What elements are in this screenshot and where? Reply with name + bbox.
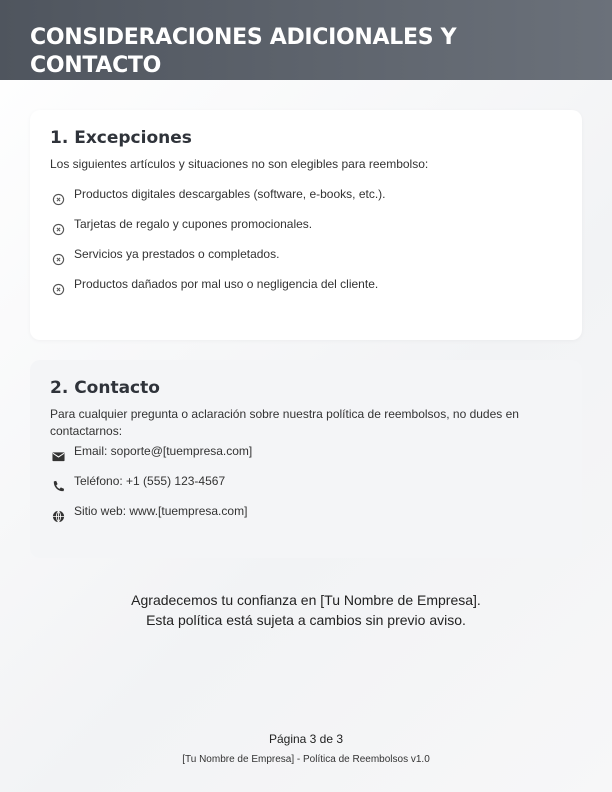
item-text: Productos dañados por mal uso o negligencia del cliente. [74, 277, 379, 291]
section-title: 2. Contacto [50, 378, 160, 398]
envelope-icon [50, 448, 66, 464]
exceptions-section [30, 110, 582, 340]
circle-x-icon [50, 221, 66, 237]
section-intro: Los siguientes artículos y situaciones no son elegibles para reembolso: [50, 157, 429, 171]
closing-line: Agradecemos tu confianza en [Tu Nombre de Empresa]. [131, 592, 481, 608]
phone-link[interactable]: Teléfono: +1 (555) 123-4567 [74, 474, 226, 488]
closing-message [0, 590, 612, 630]
email-link[interactable]: Email: soporte@[tuempresa.com] [74, 444, 253, 458]
section-title: 1. Excepciones [50, 128, 192, 148]
contact-website [50, 504, 562, 534]
list-item [50, 277, 562, 307]
circle-x-icon [50, 251, 66, 267]
closing-line: Esta política está sujeta a cambios sin previo aviso. [146, 612, 466, 628]
item-text: Productos digitales descargables (software, e-books, etc.). [74, 187, 386, 201]
list-item [50, 187, 562, 217]
section-intro: Para cualquier pregunta o aclaración sobre nuestra política de reembolsos, no dudes en contactarnos: [50, 407, 519, 438]
circle-x-icon [50, 191, 66, 207]
list-item [50, 247, 562, 277]
contact-phone [50, 474, 562, 504]
page-number: Página 3 de 3 [268, 732, 344, 746]
page-title: CONSIDERACIONES ADICIONALES Y CONTACTO [30, 25, 457, 78]
list-item [50, 217, 562, 247]
page-header [0, 0, 612, 80]
item-text: Servicios ya prestados o completados. [74, 247, 280, 261]
circle-x-icon [50, 281, 66, 297]
globe-icon [50, 508, 66, 524]
phone-icon [50, 478, 66, 494]
contact-section [30, 360, 582, 558]
document-footer: [Tu Nombre de Empresa] - Política de Reembolsos v1.0 [182, 754, 430, 765]
website-link[interactable]: Sitio web: www.[tuempresa.com] [74, 504, 248, 518]
item-text: Tarjetas de regalo y cupones promocionales. [74, 217, 313, 231]
contact-email [50, 444, 562, 474]
